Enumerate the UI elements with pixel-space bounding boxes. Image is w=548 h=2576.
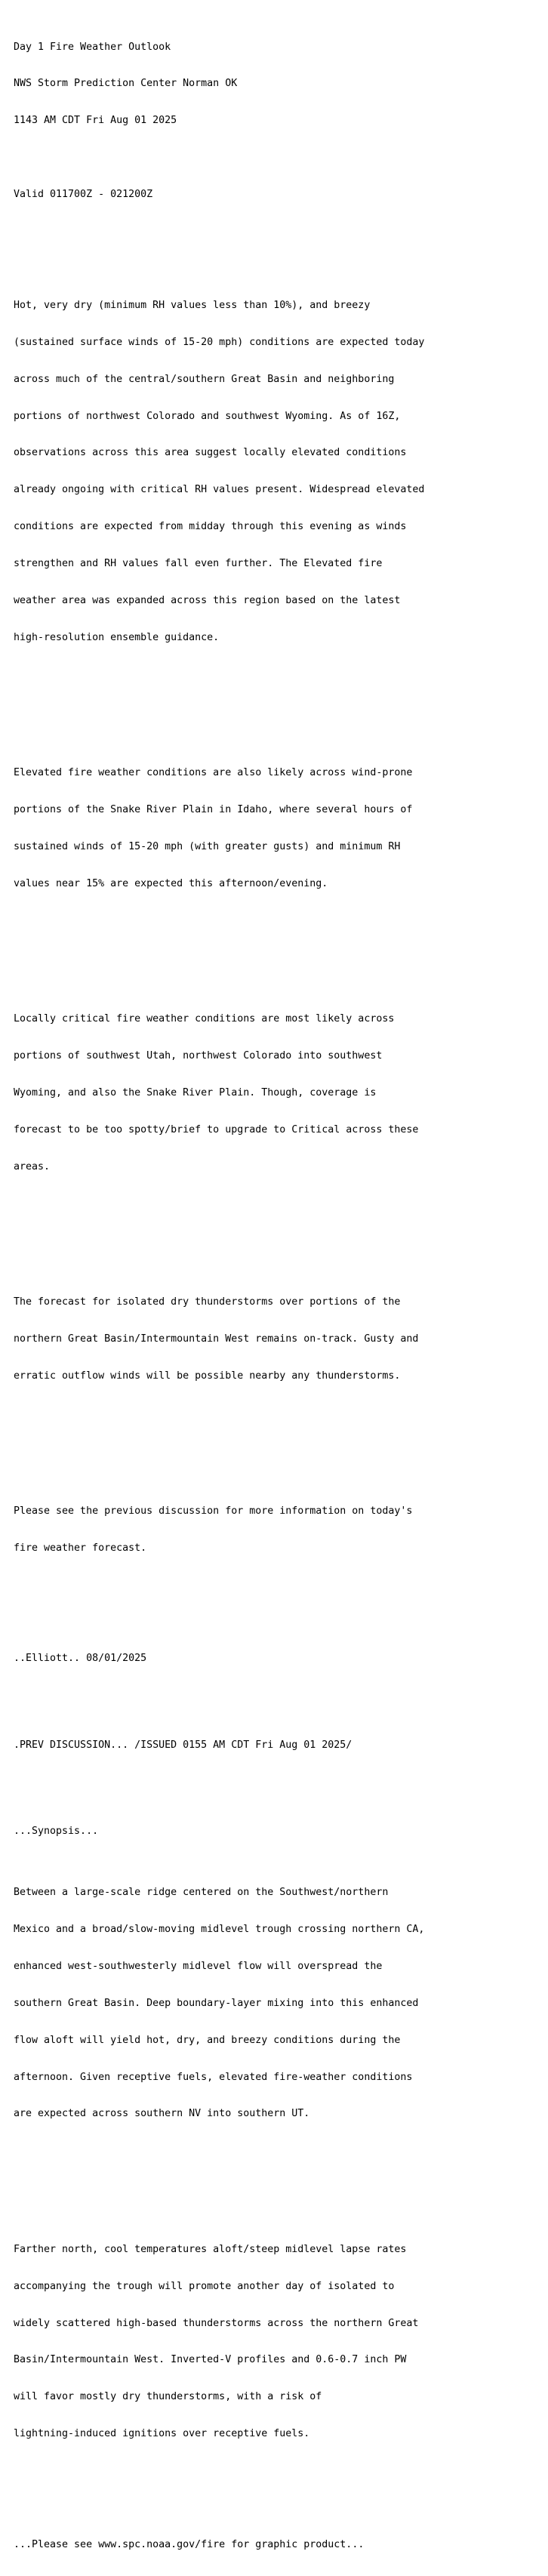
outlook-text bbox=[14, 17, 424, 2576]
text-line: will favor mostly dry thunderstorms, with a risk of bbox=[14, 2391, 322, 2403]
synopsis-paragraph bbox=[14, 1863, 424, 2146]
text-line: Please see the previous discussion for more information on today's bbox=[14, 1505, 413, 1517]
blank-line bbox=[14, 1690, 424, 1702]
text-line: areas. bbox=[14, 1160, 51, 1172]
blank-line bbox=[14, 2490, 424, 2502]
text-line: erratic outflow winds will be possible nearby any thunderstorms. bbox=[14, 1370, 401, 1382]
issuing-office: NWS Storm Prediction Center Norman OK bbox=[14, 78, 238, 90]
blank-line bbox=[14, 1222, 424, 1234]
previous-discussion-header: .PREV DISCUSSION... /ISSUED 0155 AM CDT Fri Aug 01 2025/ bbox=[14, 1739, 353, 1751]
text-line: portions of northwest Colorado and southwest Wyoming. As of 16Z, bbox=[14, 410, 401, 422]
blank-line bbox=[14, 1431, 424, 1444]
blank-line bbox=[14, 152, 424, 164]
blank-line bbox=[14, 1604, 424, 1616]
text-line: fire weather forecast. bbox=[14, 1542, 147, 1554]
text-line: Elevated fire weather conditions are also likely across wind-prone bbox=[14, 767, 413, 779]
text-line: portions of the Snake River Plain in Idaho, where several hours of bbox=[14, 804, 413, 815]
text-line: lightning-induced ignitions over receptive fuels. bbox=[14, 2428, 310, 2440]
discussion-paragraph bbox=[14, 1481, 424, 1579]
blank-line bbox=[14, 939, 424, 951]
text-line: afternoon. Given receptive fuels, elevated fire-weather conditions bbox=[14, 2071, 413, 2083]
valid-period: Valid 011700Z - 021200Z bbox=[14, 189, 153, 201]
fire-graphics-link[interactable]: www.spc.noaa.gov/fire bbox=[98, 2538, 226, 2550]
text-line: Mexico and a broad/slow-moving midlevel trough crossing northern CA, bbox=[14, 1924, 425, 1936]
footer-suffix: for graphic product... bbox=[225, 2538, 365, 2550]
blank-line bbox=[14, 226, 424, 238]
text-line: sustained winds of 15-20 mph (with greater gusts) and minimum RH bbox=[14, 840, 401, 852]
text-line: southern Great Basin. Deep boundary-layer mixing into this enhanced bbox=[14, 1997, 419, 2009]
blank-line bbox=[14, 2170, 424, 2182]
blank-line bbox=[14, 1776, 424, 1788]
text-line: enhanced west-southwesterly midlevel flow will overspread the bbox=[14, 1960, 383, 1972]
synopsis-heading: ...Synopsis... bbox=[14, 1825, 99, 1837]
text-line: portions of southwest Utah, northwest Colorado into southwest bbox=[14, 1049, 383, 1062]
forecaster-signature: ..Elliott.. 08/01/2025 bbox=[14, 1653, 147, 1665]
text-line: already ongoing with critical RH values present. Widespread elevated bbox=[14, 484, 425, 496]
issue-time: 1143 AM CDT Fri Aug 01 2025 bbox=[14, 115, 177, 127]
text-line: Hot, very dry (minimum RH values less than 10%), and breezy bbox=[14, 299, 371, 311]
text-line: observations across this area suggest locally elevated conditions bbox=[14, 447, 407, 459]
text-line: weather area was expanded across this region based on the latest bbox=[14, 594, 401, 606]
text-line: widely scattered high-based thunderstorms across the northern Great bbox=[14, 2317, 419, 2329]
discussion-paragraph bbox=[14, 743, 424, 915]
text-line: forecast to be too spotty/brief to upgrade to Critical across these bbox=[14, 1123, 419, 1135]
blank-line bbox=[14, 693, 424, 705]
text-line: flow aloft will yield hot, dry, and breezy conditions during the bbox=[14, 2034, 401, 2046]
text-line: high-resolution ensemble guidance. bbox=[14, 631, 220, 643]
discussion-paragraph bbox=[14, 1271, 424, 1407]
text-line: Wyoming, and also the Snake River Plain. Though, coverage is bbox=[14, 1086, 377, 1098]
text-line: Basin/Intermountain West. Inverted-V profiles and 0.6-0.7 inch PW bbox=[14, 2354, 407, 2366]
text-line: are expected across southern NV into southern UT. bbox=[14, 2108, 310, 2120]
text-line: Between a large-scale ridge centered on the Southwest/northern bbox=[14, 1887, 389, 1899]
text-line: conditions are expected from midday through this evening as winds bbox=[14, 521, 407, 533]
text-line: across much of the central/southern Great Basin and neighboring bbox=[14, 373, 395, 385]
text-line: Locally critical fire weather conditions are most likely across bbox=[14, 1013, 395, 1025]
footer-note bbox=[14, 2539, 424, 2551]
text-line: strengthen and RH values fall even further. The Elevated fire bbox=[14, 558, 383, 570]
text-line: northern Great Basin/Intermountain West remains on-track. Gusty and bbox=[14, 1333, 419, 1345]
outlook-title: Day 1 Fire Weather Outlook bbox=[14, 41, 171, 53]
discussion-paragraph bbox=[14, 275, 424, 669]
footer-prefix: ...Please see bbox=[14, 2538, 99, 2550]
text-line: accompanying the trough will promote another day of isolated to bbox=[14, 2280, 395, 2292]
text-line: (sustained surface winds of 15-20 mph) conditions are expected today bbox=[14, 336, 425, 348]
text-line: Farther north, cool temperatures aloft/steep midlevel lapse rates bbox=[14, 2243, 407, 2255]
discussion-paragraph bbox=[14, 988, 424, 1197]
text-line: The forecast for isolated dry thunderstorms over portions of the bbox=[14, 1296, 401, 1308]
text-line: values near 15% are expected this afternoon/evening. bbox=[14, 877, 328, 889]
synopsis-paragraph bbox=[14, 2219, 424, 2465]
